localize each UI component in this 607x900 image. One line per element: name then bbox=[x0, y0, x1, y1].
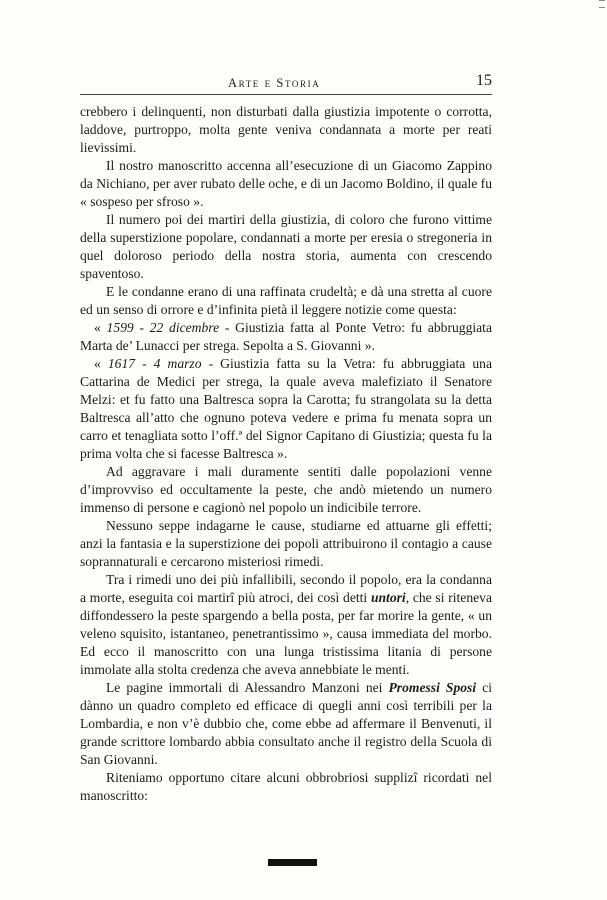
page-number: 15 bbox=[476, 72, 492, 89]
footer-bar bbox=[268, 859, 317, 866]
quote-text-1617: - Giustizia fatta su la Vetra: fu abbruggiata una Cattarina de Medici per strega, la quale aveva malefiziato il Senatore Melzi: et fu fatto una Baltresca sopra la Carotta; fu strangolata su la detta Baltresca all’atto che ognuno poteva vedere e prima fu menata sopra un carro et tenagliata sotto l’off.ª del Signor Capitano di Giustizia; questa fu la prima volta che si facesse Baltresca ». bbox=[80, 356, 492, 461]
untori-text-a: Tra i rimedi uno dei più infallibili, secondo il popolo, era la condanna a morte, eseguita coi martirî più atroci, dei così detti bbox=[80, 572, 492, 605]
untori-text-c: , che si riteneva diffondessero la peste spargendo a bella posta, per far morire la gente, « un veleno squisito, istantaneo, penetrantissimo », causa immediata del morbo. Ed ecco il manoscritto con una lunga tristissima litania di persone immolate alla stolta credenza che aveva annebbiate le menti. bbox=[80, 590, 492, 677]
quote-date-1599: 1599 - 22 dicembre bbox=[106, 320, 220, 335]
paragraph-martiri: Il numero poi dei martiri della giustizia, di coloro che furono vittime della superstizione popolare, condannati a morte per eresia o stregoneria in quel doloroso periodo della nostra storia, aumenta con crescendo spaventoso. bbox=[80, 212, 492, 281]
paragraph-continuation: crebbero i delinquenti, non disturbati dalla giustizia impotente o corrotta, laddove, purtroppo, molta gente veniva condannata a morte per reati lievissimi. bbox=[80, 104, 492, 155]
manzoni-text-c: ci dànno un quadro completo ed efficace di quegli anni così terribili per la Lombardia, e non v’è dubbio che, come ebbe ad affermare il Benvenuti, il grande scrittore lombardo abbia consultato anche il registro della Scuola di San Giovanni. bbox=[80, 680, 492, 767]
quote-text-1599: - Giustizia fatta al Ponte Vetro: fu abbruggiata Marta de’ Lunacci per strega. Sepolta a S. Giovanni ». bbox=[80, 320, 492, 353]
header-rule bbox=[80, 94, 492, 95]
paragraph-condanne: E le condanne erano di una raffinata crudeltà; e dà una stretta al cuore ed un senso di orrore e d’infinita pietà il leggere notizie come questa: bbox=[80, 284, 492, 317]
paragraph-cause: Nessuno seppe indagarne le cause, studiarne ed attuarne gli effetti; anzi la fantasia e la superstizione dei popoli attribuirono il contagio a cause soprannaturali e cercarono misteriosi rimedi. bbox=[80, 518, 492, 569]
paragraph-peste: Ad aggravare i mali duramente sentiti dalle popolazioni venne d’improvviso ed occultamente la peste, che andò mietendo un numero immenso di persone e cagionò nel popolo un indicibile terrore. bbox=[80, 464, 492, 515]
paragraph-untori bbox=[80, 571, 492, 679]
untori-term: untori bbox=[370, 590, 406, 605]
quote-1599 bbox=[80, 319, 492, 355]
paragraph-manzoni bbox=[80, 679, 492, 769]
running-header bbox=[80, 72, 492, 96]
quote-date-1617: 1617 - 4 marzo bbox=[107, 356, 202, 371]
quote-open-mark: « bbox=[94, 320, 101, 335]
scan-corner-mark bbox=[599, 0, 605, 8]
body-text bbox=[80, 103, 492, 805]
promessi-sposi-title: Promessi Sposi bbox=[388, 680, 477, 695]
quote-open-mark: « bbox=[94, 356, 101, 371]
manzoni-text-a: Le pagine immortali di Alessandro Manzoni nei bbox=[106, 680, 389, 695]
paragraph-zappino: Il nostro manoscritto accenna all’esecuzione di un Giacomo Zappino da Nichiano, per aver rubato delle oche, e di un Jacomo Boldino, il quale fu « sospeso per sfroso ». bbox=[80, 158, 492, 209]
quote-1617 bbox=[80, 355, 492, 463]
running-title: Arte e Storia bbox=[228, 76, 321, 90]
paragraph-supplizi: Riteniamo opportuno citare alcuni obbrobriosi supplizî ricordati nel manoscritto: bbox=[80, 770, 492, 803]
